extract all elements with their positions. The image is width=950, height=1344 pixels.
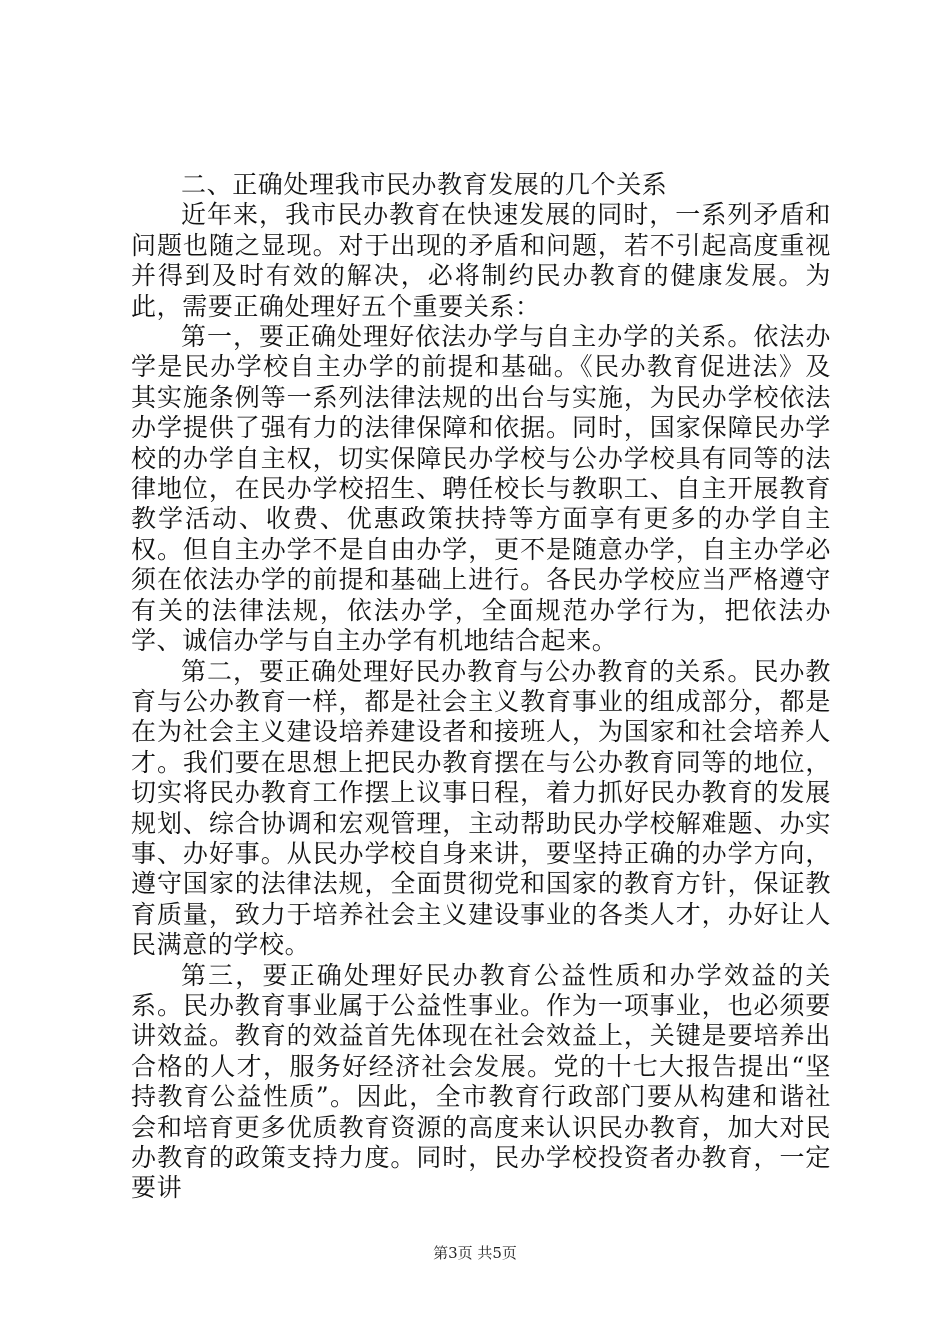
page-number-label: 第3页 共5页 [433, 1244, 517, 1262]
paragraph-third-relation: 第三，要正确处理好民办教育公益性质和办学效益的关系。民办教育事业属于公益性事业。作为一项事业，也必须要讲效益。教育的效益首先体现在社会效益上，关键是要培养出合格的人才，服务好经济社会发展。党的十七大报告提出“坚持教育公益性质”。因此，全市教育行政部门要从构建和谐社会和培育更多优质教育资源的高度来认识民办教育，加大对民办教育的政策支持力度。同时，民办学校投资者办教育，一定要讲 [131, 960, 831, 1203]
page-footer [0, 1243, 950, 1263]
paragraph-second-relation: 第二，要正确处理好民办教育与公办教育的关系。民办教育与公办教育一样，都是社会主义教育事业的组成部分，都是在为社会主义建设培养建设者和接班人，为国家和社会培养人才。我们要在思想上把民办教育摆在与公办教育同等的地位，切实将民办教育工作摆上议事日程，着力抓好民办教育的发展规划、综合协调和宏观管理，主动帮助民办学校解难题、办实事、办好事。从民办学校自身来讲，要坚持正确的办学方向，遵守国家的法律法规，全面贯彻党和国家的教育方针，保证教育质量，致力于培养社会主义建设事业的各类人才，办好让人民满意的学校。 [131, 656, 831, 960]
section-heading: 二、正确处理我市民办教育发展的几个关系 [181, 170, 668, 199]
paragraph-first-relation: 第一，要正确处理好依法办学与自主办学的关系。依法办学是民办学校自主办学的前提和基础。《民办教育促进法》及其实施条例等一系列法律法规的出台与实施，为民办学校依法办学提供了强有力的法律保障和依据。同时，国家保障民办学校的办学自主权，切实保障民办学校与公办学校具有同等的法律地位，在民办学校招生、聘任校长与教职工、自主开展教育教学活动、收费、优惠政策扶持等方面享有更多的办学自主权。但自主办学不是自由办学，更不是随意办学，自主办学必须在依法办学的前提和基础上进行。各民办学校应当严格遵守有关的法律法规，依法办学，全面规范办学行为，把依法办学、诚信办学与自主办学有机地结合起来。 [131, 322, 831, 656]
document-body [131, 170, 831, 1204]
intro-paragraph: 近年来，我市民办教育在快速发展的同时，一系列矛盾和问题也随之显现。对于出现的矛盾和问题，若不引起高度重视并得到及时有效的解决，必将制约民办教育的健康发展。为此，需要正确处理好五个重要关系： [131, 200, 831, 321]
